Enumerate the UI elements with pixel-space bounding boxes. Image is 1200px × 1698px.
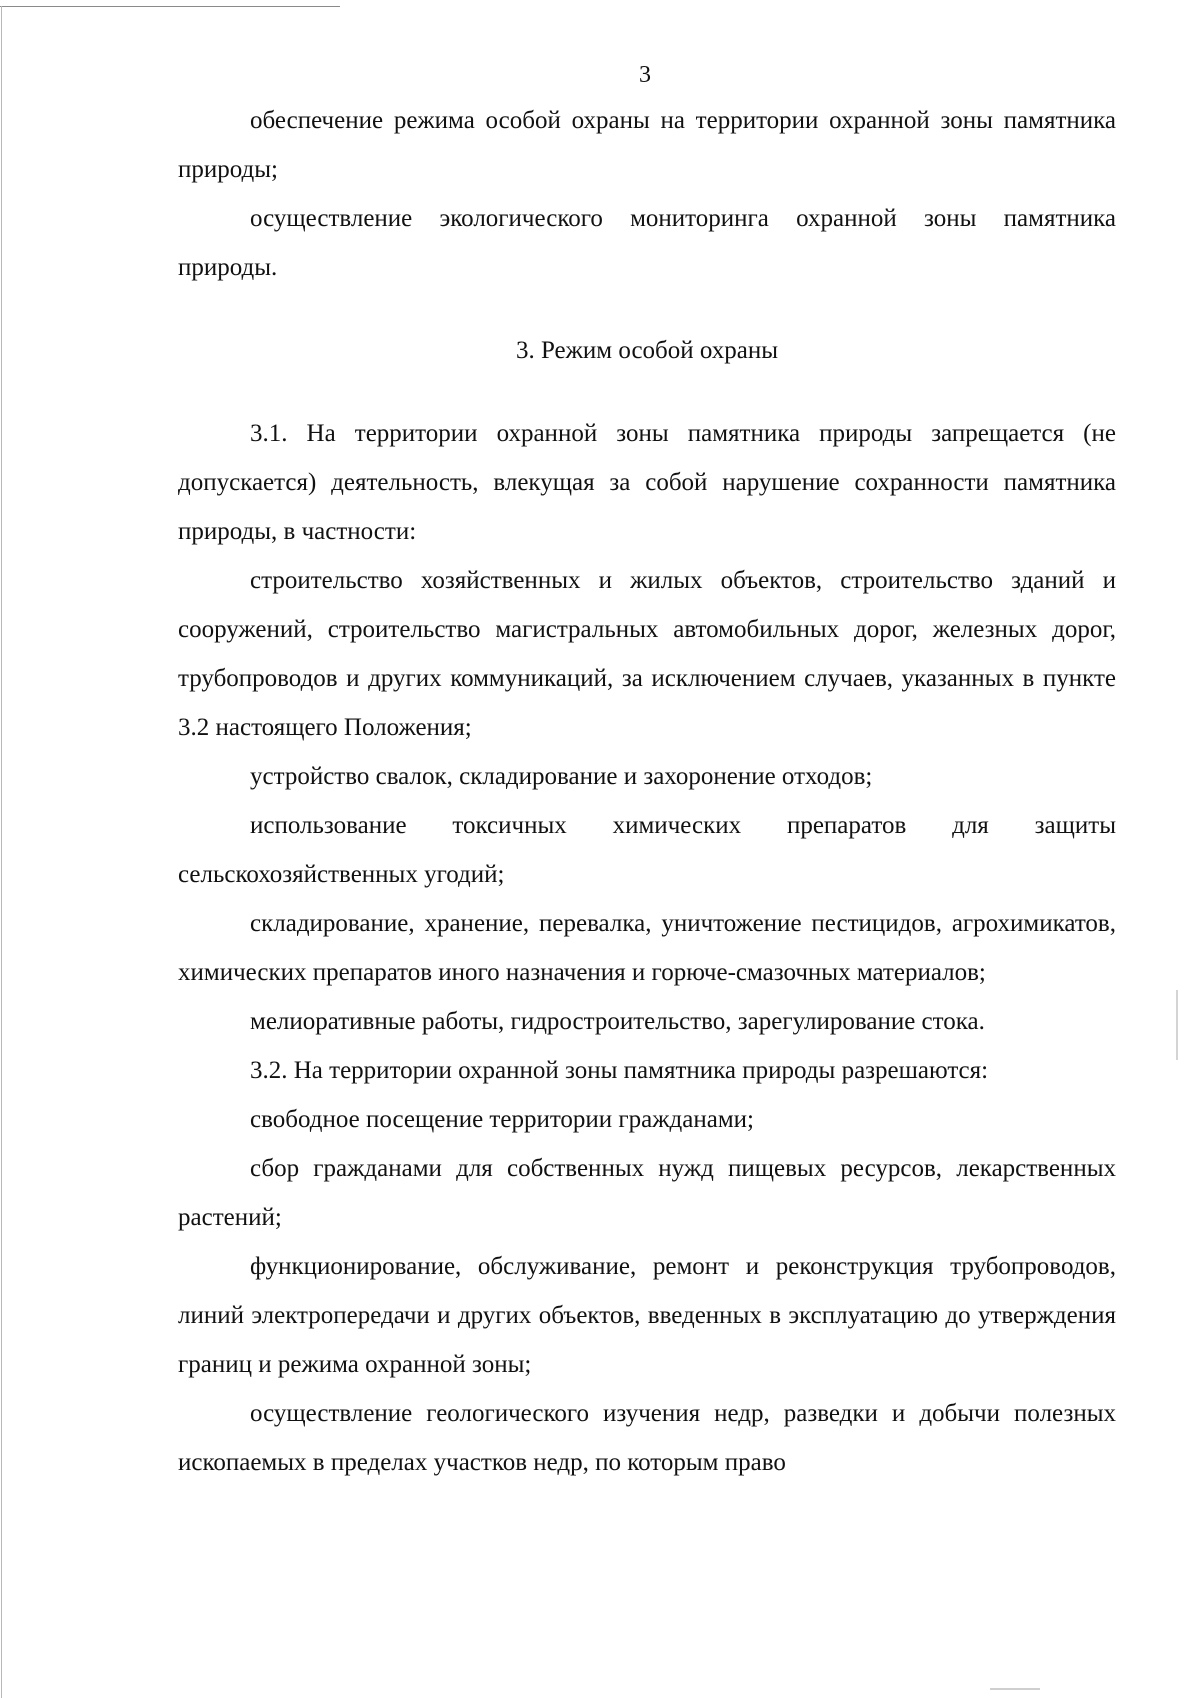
paragraph: 3.1. На территории охранной зоны памятника природы запрещается (не допускается) деятельность, влекущая за собой нарушение сохранности памятника природы, в частности: bbox=[178, 420, 1116, 545]
paragraph: сбор гражданами для собственных нужд пищевых ресурсов, лекарственных растений; bbox=[178, 1155, 1116, 1231]
paragraph: осуществление экологического мониторинга охранной зоны памятника природы. bbox=[178, 205, 1116, 281]
paragraph: обеспечение режима особой охраны на территории охранной зоны памятника природы; bbox=[178, 107, 1116, 183]
scan-edge-top bbox=[0, 6, 340, 7]
body-text bbox=[178, 96, 1116, 1487]
scan-artifact bbox=[990, 1688, 1040, 1690]
paragraph: строительство хозяйственных и жилых объектов, строительство зданий и сооружений, строительство магистральных автомобильных дорог, железных дорог, трубопроводов и других коммуникаций, за исключением случаев, указанных в пункте 3.2 настоящего Положения; bbox=[178, 567, 1116, 741]
paragraph: устройство свалок, складирование и захоронение отходов; bbox=[250, 763, 873, 790]
paragraph: использование токсичных химических препаратов для защиты сельскохозяйственных угодий; bbox=[178, 812, 1116, 888]
section-heading: 3. Режим особой охраны bbox=[515, 337, 779, 364]
paragraph: осуществление геологического изучения недр, разведки и добычи полезных ископаемых в пределах участков недр, по которым право bbox=[178, 1400, 1116, 1476]
paragraph: мелиоративные работы, гидростроительство, зарегулирование стока. bbox=[250, 1008, 985, 1035]
scan-edge-left bbox=[1, 6, 2, 1698]
paragraph: функционирование, обслуживание, ремонт и реконструкция трубопроводов, линий электропередачи и других объектов, введенных в эксплуатацию до утверждения границ и режима охранной зоны; bbox=[178, 1253, 1116, 1378]
scan-artifact bbox=[1176, 990, 1178, 1060]
page-number: 3 bbox=[639, 62, 651, 88]
paragraph: 3.2. На территории охранной зоны памятника природы разрешаются: bbox=[250, 1057, 989, 1084]
paragraph: свободное посещение территории гражданами; bbox=[250, 1106, 754, 1133]
paragraph: складирование, хранение, перевалка, уничтожение пестицидов, агрохимикатов, химических препаратов иного назначения и горюче-смазочных материалов; bbox=[178, 910, 1116, 986]
